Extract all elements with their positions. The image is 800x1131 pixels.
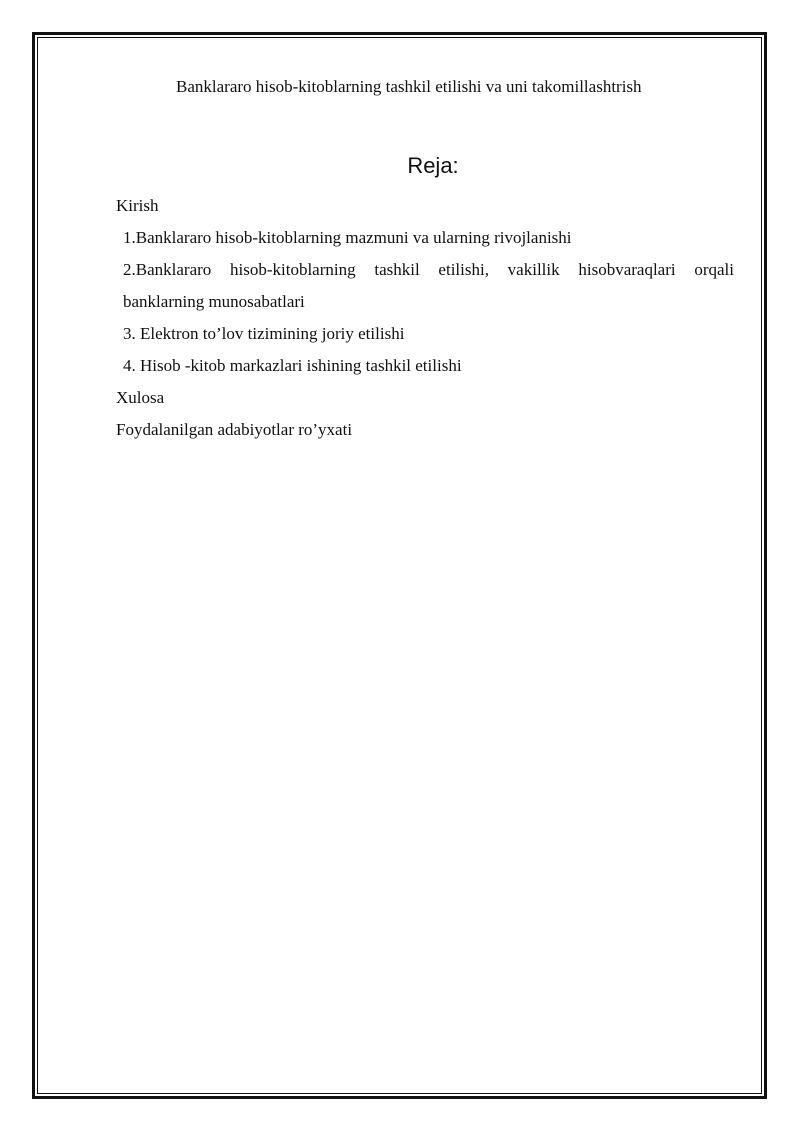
toc-item-2-continued: banklarning munosabatlari — [123, 292, 305, 311]
toc-item-1: 1.Banklararo hisob-kitoblarning mazmuni va ularning rivojlanishi — [123, 228, 572, 247]
toc-item-2: 2.Banklararo hisob-kitoblarning tashkil etilishi, vakillik hisobvaraqlari orqali — [123, 260, 734, 279]
plan-heading: Reja: — [407, 153, 459, 178]
toc-item-3: 3. Elektron to’lov tizimining joriy etilishi — [123, 324, 405, 343]
table-of-contents — [116, 190, 734, 446]
toc-item-4: 4. Hisob -kitob markazlari ishining tashkil etilishi — [123, 356, 462, 375]
toc-references: Foydalanilgan adabiyotlar ro’yxati — [116, 420, 353, 439]
document-title: Banklararo hisob-kitoblarning tashkil etilishi va uni takomillashtrish — [176, 77, 642, 96]
toc-conclusion: Xulosa — [116, 388, 165, 407]
toc-intro: Kirish — [116, 196, 159, 215]
